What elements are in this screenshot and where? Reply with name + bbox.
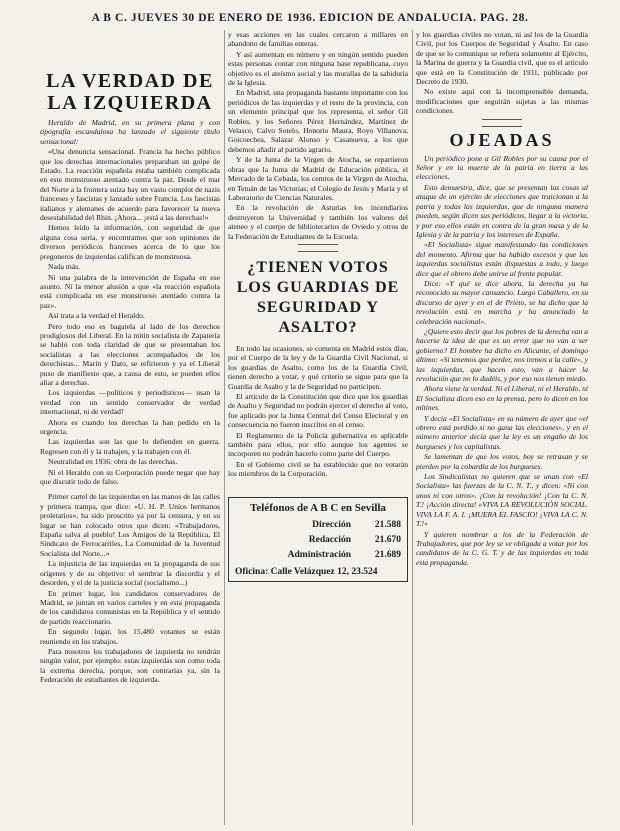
paragraph: Ahora es cuando los derechas la han pedido en la urgencia.	[40, 417, 220, 436]
telephone-title: Teléfonos de A B C en Sevilla	[250, 501, 386, 514]
paragraph: «Una denuncia sensacional. Francia ha hecho público que los derechas internacionales preparaban un golpe de Estado. La reacción española estaba también complicada en este monstruoso atentado contra la paz. Desde el mar del Norte a la frontera suiza hay un vasto complot de nazis franceses y fascistas y lanzado sobre Francia. Los fascistas italianos y alemanes de acuerdo para favorecer la nueva desestabilidad del Rhin. ¡Ahora... ¡está a las derechas!»	[40, 147, 220, 223]
ornament-divider	[298, 244, 338, 252]
paragraph: «El Socialista» sigue manifestando las condiciones del momento. Afirma que ha habido excesos y que las izquierdas socialistas están dispuestas a todo, y luego dice que el obrero debe unirse al frente popular.	[416, 240, 588, 278]
paragraph: Se lamentan de que los votos, hoy se retrasan y se pierden por la cobardía de los burgueses.	[416, 452, 588, 471]
paragraph: Un periódico pone a Gil Robles por su causa por el Señor y en la muerte de la patria en tierra a las elecciones.	[416, 153, 588, 182]
paragraph: Heraldo de Madrid, en su primera plana y con tipografía escandalosa ha lanzado el siguiente título sensacional:	[40, 118, 220, 146]
column-2	[228, 30, 408, 825]
paragraph: En la revolución de Asturias los incendiarios destruyeron la Universidad y también los valores del ateneo y el cuerpo de bibliotecarios de Oviedo y otros de la Federación de Estudiantes de la Escuela.	[228, 203, 408, 241]
page-header: A B C. JUEVES 30 DE ENERO DE 1936. EDICION DE ANDALUCIA. PAG. 28.	[91, 12, 529, 24]
paragraph: Hemos leído la información, con seguridad de que alguna cosa sería, y encontramos que son opiniones de diversos periódicos franceses acerca de lo que los pregoneros de izquierdas califican de monstruosa.	[40, 223, 220, 261]
paragraph: El Reglamento de la Policía gubernativa es aplicable también para ellos, por ello aunque los agentes se incorporen no podrán hacerlo como parte del Cuerpo.	[228, 430, 408, 459]
paragraph: Los Sindicalistas no quieren que se unan con «El Socialista» las fuerzas de la C. N. T., y dicen: «Ni con unos ni con otros». ¡Con la revolución! ¡Con la C. N. T.! ¡Acción directa! «VIVA LA REVOLUCIÓN SOCIAL. VIVA LA F. A. I. ¡MUERA EL FASCIO! ¡VIVA LA C. N. T.!»	[416, 472, 588, 529]
paragraph: No existe aquí con la incomprensible demanda, modificaciones que seguirán sujetas a las mismas condiciones.	[416, 87, 588, 116]
paragraph: Las izquierdas son las que lo defienden en guerra. Regresen con él y la trabajen, y la trabajen con él.	[40, 437, 220, 456]
paragraph: Y de la Junta de la Virgen de Atocha, se repartieron obras que la Junta de Madrid de Educación pública, el Mercado de la Cebada, los centros de la Virgen de Atocha, en Tetuán de las Victorias; el Colegio de Jesús y María y el Laboratorio de Ciencias Naturales.	[228, 155, 408, 202]
paragraph: En Madrid, una propaganda bastante importante con los periódicos de las izquierdas y el resto de la provincia, con un elemento principal que los representa, el señor Gil Robles, y los Señores Pérez Hernández, Martínez de Velasco, Calvo Sotelo, Honorio Maura, Royo Villanova, Goicoechea, Salazar Alonso y Casanueva, a los que debemos añadir al partido agrario.	[228, 88, 408, 154]
paragraph: Para nosotros los trabajadores de izquierda no tendrán ningún valor, por ejemplo: estas izquierdas son como toda la extrema derecha, porque, son contrarias ya, sin la Federación de estudiantes de izquierda.	[40, 646, 220, 685]
paragraph: y esas acciones en las cuales cercaron a millares en abandono de familias enteras.	[228, 30, 408, 49]
paragraph: En primer lugar, los candidatos conservadores de Madrid, se juntan en varios carteles y en esta propaganda de los candidatos comunistas en la República y el sentido de partido reaccionario.	[40, 588, 220, 626]
telephone-row	[235, 518, 401, 533]
telephone-row	[235, 533, 401, 548]
telephone-number: 21.689	[374, 549, 401, 560]
column-3	[416, 30, 588, 825]
telephone-number: 21.670	[374, 534, 401, 545]
paragraph: Y decía «El Socialista» en su número de ayer que «el obrero está perdido si no gana las elecciones», y en el número anterior decía que la ley es un engaño de los burgueses y los capitalistas.	[416, 413, 588, 451]
paragraph: Ni el Heraldo con su Corporación puede negar que hay que discutir todo de falso.	[40, 467, 220, 487]
paragraph: La injusticia de las izquierdas en la propaganda de sus orígenes y de su objetivo: el sembrar la discordia y el desorden, y el de la justicia social (socialismo...)	[40, 559, 220, 588]
column-1	[40, 30, 220, 825]
section-title: OJEADAS	[449, 129, 555, 150]
paragraph: En segundo lugar, los 15,480 votantes se están reuniendo en los trabajos.	[40, 627, 220, 646]
paragraph: Esto demuestra, dice, que se presentan las cosas al ataque de un ejército de elecciones que traicionan a la patria y todas las izquierdas, que de ninguna manera pueden, según dicen sus periódicos, llegar a la victoria, y por eso ellos están en contra de la gran masa y de la Iglesia y de la patria y los intereses de España.	[416, 182, 588, 239]
paragraph: Y quieren nombrar a los de la Federación de Trabajadores, que por ley se ve obligada a votar por los candidatos de la C. G. T. y de las izquierdas en toda esta propaganda.	[416, 529, 588, 567]
paragraph: Nada más.	[48, 262, 81, 272]
column-divider	[412, 30, 413, 825]
paragraph: Neutralidad en 1936: obra de las derechas.	[48, 457, 178, 467]
paragraph: En el Gobierno civil se ha establecido que no votarán los miembros de la Corporación.	[228, 459, 408, 479]
article-title: LA VERDAD DE LA IZQUIERDA	[46, 70, 214, 114]
paragraph: Pero todo eso es bagatela al lado de los derechos prodigiosos del Liberal. En la mitin socialista de Zapatería se habló con toda claridad de que se presentaban los socialistas a las elecciones acompañados de los derechistas... Marín y Dato, se refirieron y ya el Liberal puso de manifiesto que, a causa de esto, se pueden ellos aliar a derechas.	[40, 321, 220, 387]
paragraph: ¿Quiere esto decir que los pobres de la derecha van a hacerse la idea de que es un error que no van a ser gobierno? El hombre ha dicho en Alicante, el domingo último: «Si tenemos que perder, nos iremos a la calle», y las izquierdas, que hacen esto, van a hacer la revolución que no lo dudéis, y por eso nos tienen miedo.	[416, 326, 588, 383]
paragraph: En todo las ocasiones, se comenta en Madrid estos días, por el Cuerpo de la ley y de la Guardia Civil Nacional, si los guardias de Asalto, como los de la Guardia Civil, tienen derecho a votar, y qué criterio se sigue para que la Guardia de Asalto y la de Seguridad no participen.	[228, 343, 408, 391]
telephone-box	[228, 497, 408, 582]
paragraph: Dice: «Y qué se dice ahora, la derecha ya ha reconocido su mayor cansancio. Largo Caballero, en su discurso de ayer y en el de Prieto, se ha dicho que la revolución está en marcha y ha anunciado la celebración nacional».	[416, 278, 588, 326]
paragraph: Ni una palabra de la intervención de España en ese asunto. Ni la menor alusión a que «la reacción española está complicada en ese monstruoso atentado contra la paz».	[40, 272, 220, 310]
paragraph: y los guardias civiles no votan, ni así los de la Guardia Civil, por los Cuerpos de Seguridad y Asalto. En caso de que se lo comunique se refiera solamente al Ejército, la Marina de guerra y la Guardia civil, que es el artículo que está en la Constitución de 1931, publicado por Decreto de 1930.	[416, 30, 588, 87]
office-address: Oficina: Calle Velázquez 12, 23.524	[235, 566, 378, 577]
paragraph: Primer cartel de las izquierdas en las manos de las calles y primera trampa, que dice: «U. H. P. Uníos hermanos proletarios», ha sido proscrito ya por la censura, y en su lugar se han colocado otros que dicen: «Trabajadores, España salva al pueblo! Los Amigos de la República, El Sindicato de Ferrocarriles, La Comunidad de la Juventud Socialista del Norte...»	[40, 492, 220, 558]
ornament-divider	[482, 119, 522, 127]
telephone-label: Dirección	[312, 519, 351, 530]
telephone-label: Redacción	[308, 534, 351, 545]
telephone-row	[235, 548, 401, 563]
telephone-label: Administración	[287, 549, 351, 560]
paragraph: Y así aumentan en número y en ningún sentido pueden estas personas contar con ninguna base republicana, cuyo objetivo es el ateísmo social y las murallas de la sabiduría de la Iglesia.	[228, 49, 408, 88]
paragraph: Así trata a la verdad el Heraldo.	[48, 311, 145, 321]
paragraph: Ahora viene la verdad. Ni el Liberal, ni el Heraldo, ni El Socialista dicen eso en la prensa, pero lo dicen en los mítines.	[416, 384, 588, 413]
paragraph: Los izquierdas —políticos y periodísticos— usan la verdad con un sentido conservador de verdad internacional, ni de verdad!	[40, 388, 220, 417]
article-title: ¿TIENEN VOTOS LOS GUARDIAS DE SEGURIDAD Y ASALTO?	[236, 258, 400, 336]
paragraph: El artículo de la Constitución que dice que los guardias de Asalto y Seguridad no podrán ejercer el derecho al voto, fue aplicado por la Junta Central del Censo Electoral y en consecuencia no fueron inscritos en el censo.	[228, 391, 408, 430]
telephone-number: 21.588	[374, 519, 401, 530]
column-divider	[224, 30, 225, 825]
